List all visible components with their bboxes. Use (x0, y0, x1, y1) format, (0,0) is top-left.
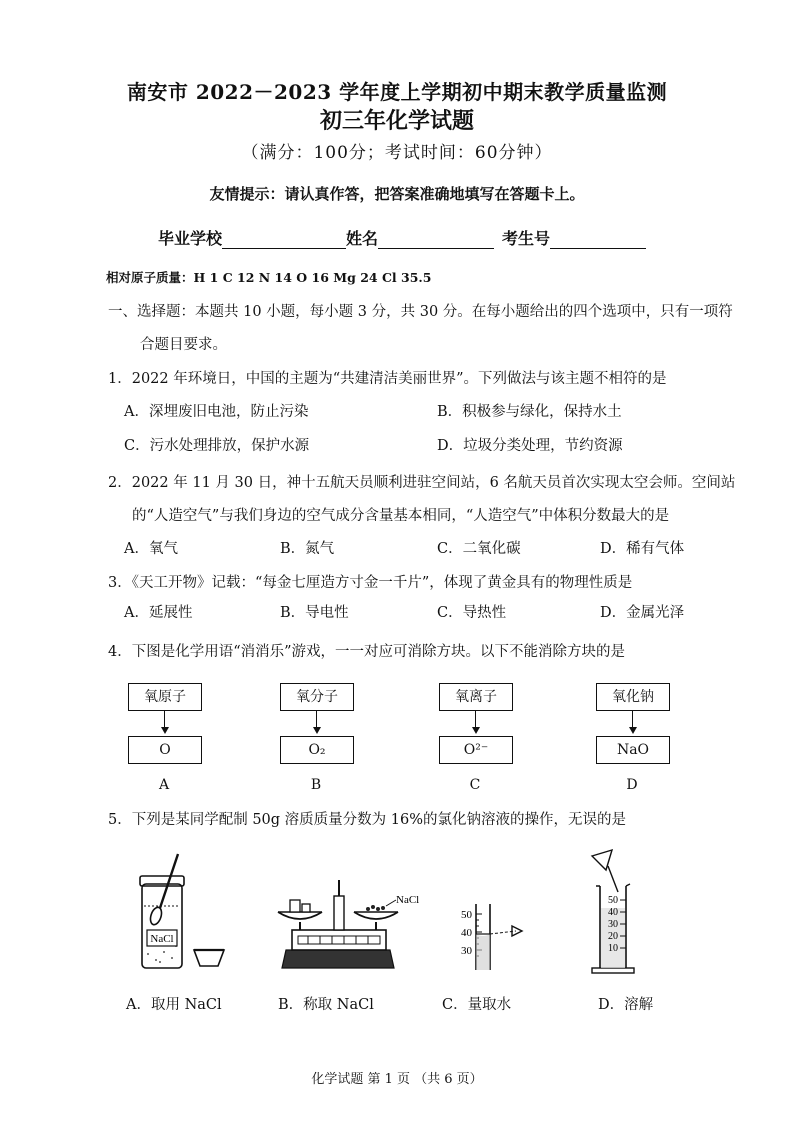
q5-figure-b-label: NaCl (396, 894, 420, 906)
exam-score-time: （满分：100分；考试时间：60分钟） (241, 143, 553, 163)
q2-stem-line2: 的“人造空气”与我们身边的空气成分含量基本相同，“人造空气”中体积分数最大的是 (132, 508, 670, 524)
q4-d-label: D (626, 777, 638, 793)
q5-figure-c-tick-50: 50 (461, 909, 472, 921)
q2-option-d: D．稀有气体 (600, 541, 685, 557)
q1-option-a: A．深埋废旧电池，防止污染 (124, 404, 309, 420)
q4-b-top-box: 氧分子 (280, 683, 354, 711)
friendly-tip: 友情提示：请认真作答，把答案准确地填写在答题卡上。 (209, 185, 585, 203)
q4-b-bottom-box: O₂ (280, 736, 354, 764)
q2-option-b: B．氮气 (280, 541, 335, 557)
q3-stem: 3．《天工开物》记载：“每金七厘造方寸金一千片”，体现了黄金具有的物理性质是 (108, 575, 633, 591)
q5-figure-d-tick-30: 30 (608, 919, 618, 930)
q5-figure-d-tick-10: 10 (608, 943, 618, 954)
q3-option-d: D．金属光泽 (600, 605, 685, 621)
name-label: 姓名 (346, 229, 379, 248)
q4-b-label: B (310, 777, 322, 793)
q4-d-bottom-box: NaO (596, 736, 670, 764)
atomic-masses: 相对原子质量：H 1 C 12 N 14 O 16 Mg 24 Cl 35.5 (106, 270, 432, 285)
exam-title-line2: 初三年化学试题 (319, 108, 474, 134)
exam-title-line1: 南安市 2022－2023 学年度上学期初中期末教学质量监测 (126, 80, 668, 104)
q1-option-d: D．垃圾分类处理，节约资源 (437, 438, 623, 454)
q4-c-arrow (475, 711, 476, 728)
school-label: 毕业学校 (158, 229, 223, 248)
q2-option-a: A．氧气 (124, 541, 178, 557)
q2-option-c: C．二氧化碳 (437, 541, 521, 557)
q5-figure-a-reagent-bottle (128, 848, 240, 973)
q4-d-top-box: 氧化钠 (596, 683, 670, 711)
q5-figure-a-label: NaCl (150, 933, 174, 945)
q5-figure-d-tick-20: 20 (608, 931, 618, 942)
section1-intro-line1: 一、选择题：本题共 10 小题，每小题 3 分，共 30 分。在每小题给出的四个选项中，只有一项符 (108, 304, 733, 320)
q3-option-c: C．导热性 (437, 605, 507, 621)
exam-no-label: 考生号 (502, 229, 551, 248)
q5-figure-b-balance (268, 876, 420, 973)
q1-option-b: B．积极参与绿化，保持水土 (437, 404, 622, 420)
page-footer: 化学试题 第 1 页 （共 6 页） (311, 1072, 483, 1087)
q2-stem-line1: 2．2022 年 11 月 30 日，神十五航天员顺利进驻空间站，6 名航天员首次实现太空会师。空间站 (108, 475, 736, 491)
q5-option-a: A．取用 NaCl (126, 997, 222, 1013)
q4-stem: 4．下图是化学用语“消消乐”游戏，一一对应可消除方块。以下不能消除方块的是 (108, 644, 626, 660)
q4-c-top-box: 氧离子 (439, 683, 513, 711)
q5-option-c: C．量取水 (442, 997, 512, 1013)
q4-a-bottom-box: O (128, 736, 202, 764)
name-blank[interactable] (378, 234, 494, 249)
q5-figure-c-tick-40: 40 (461, 927, 472, 939)
q5-option-d: D．溶解 (598, 997, 654, 1013)
q4-d-arrow (632, 711, 633, 728)
q5-stem: 5．下列是某同学配制 50g 溶质质量分数为 16%的氯化钠溶液的操作，无误的是 (108, 812, 627, 828)
school-blank[interactable] (222, 234, 346, 249)
q4-b-arrow (316, 711, 317, 728)
q1-option-c: C．污水处理排放，保护水源 (124, 438, 310, 454)
q5-figure-d-tick-50: 50 (608, 895, 618, 906)
q5-figure-d-tick-40: 40 (608, 907, 618, 918)
q3-option-a: A．延展性 (124, 605, 193, 621)
q5-figure-c-tick-30: 30 (461, 945, 472, 957)
q1-stem: 1．2022 年环境日，中国的主题为“共建清洁美丽世界”。下列做法与该主题不相符的是 (108, 371, 667, 387)
q5-figure-d-dissolving (586, 846, 656, 976)
q4-a-arrow (164, 711, 165, 728)
section1-intro-line2: 合题目要求。 (140, 337, 227, 353)
q5-figure-c-cylinder-reading (446, 898, 530, 970)
exam-no-blank[interactable] (550, 234, 646, 249)
q4-a-label: A (158, 777, 170, 793)
q4-c-label: C (469, 777, 481, 793)
q4-c-bottom-box: O²⁻ (439, 736, 513, 764)
student-info-fields (158, 226, 646, 249)
q3-option-b: B．导电性 (280, 605, 349, 621)
q5-option-b: B．称取 NaCl (278, 997, 374, 1013)
q4-a-top-box: 氧原子 (128, 683, 202, 711)
